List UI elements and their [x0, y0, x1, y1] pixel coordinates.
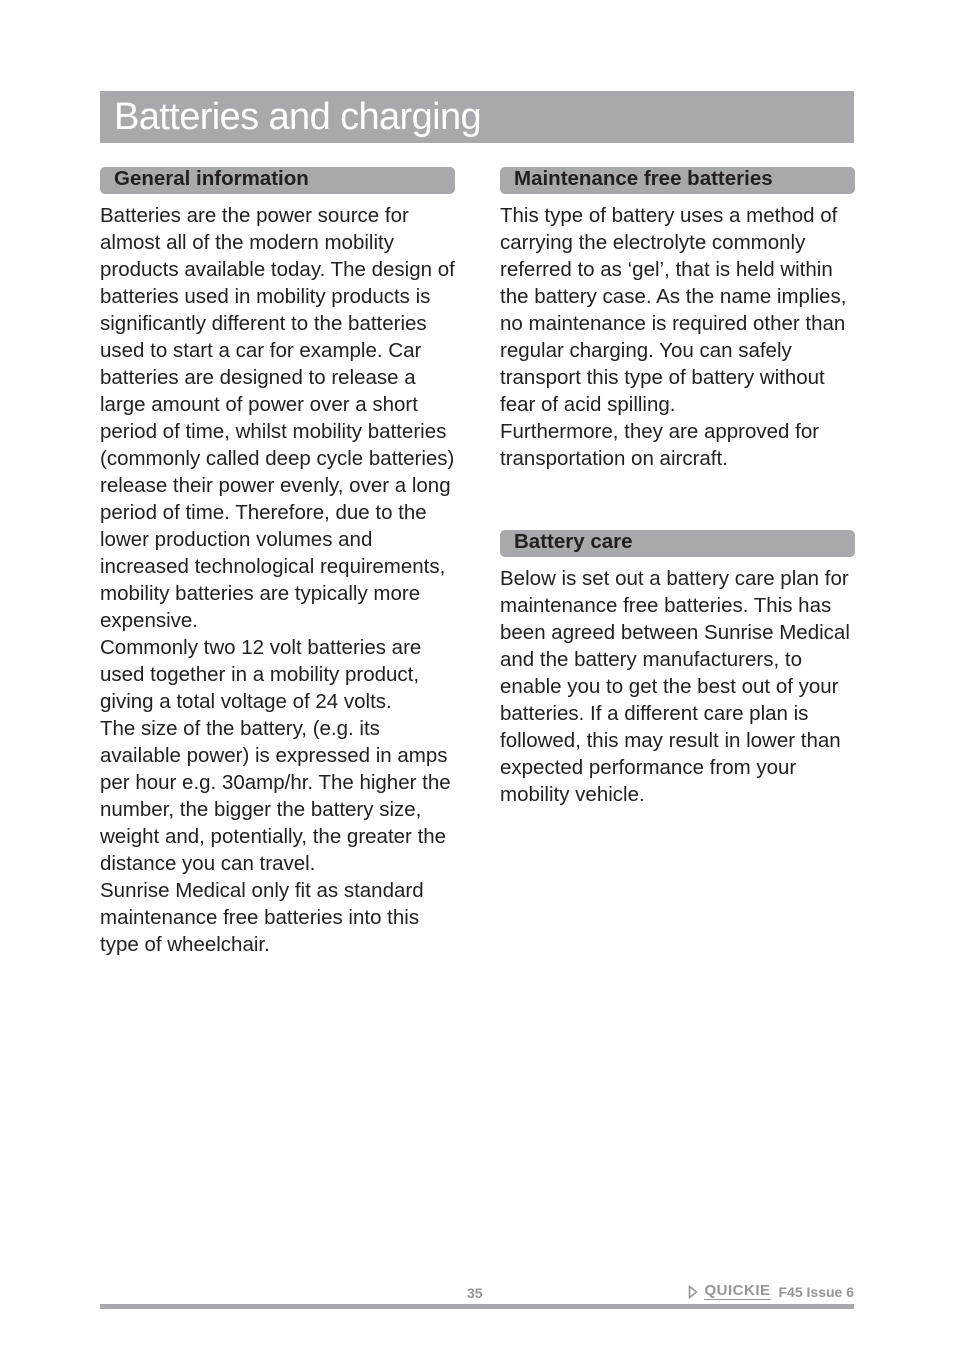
section-body-battery-care [500, 565, 855, 808]
paragraph: Batteries are the power source for almost all of the modern mobility products available today. The design of batteries used in mobility products is significantly different to the batteries used to start a car for example. Car batteries are designed to release a large amount of power over a short period of time, whilst mobility batteries (commonly called deep cycle batteries) release their power evenly, over a long period of time. Therefore, due to the lower production volumes and increased technological requirements, mobility batteries are typically more expensive. [100, 204, 455, 632]
section-heading-maintenance-free: Maintenance free batteries [500, 167, 855, 194]
paragraph: Sunrise Medical only fit as standard maintenance free batteries into this type of wheelchair. [100, 879, 424, 956]
section-body-general-information [100, 202, 455, 958]
paragraph: Below is set out a battery care plan for maintenance free batteries. This has been agreed between Sunrise Medical and the battery manufacturers, to enable you to get the best out of your batteries. If a different care plan is followed, this may result in lower than expected performance from your mobility vehicle. [500, 567, 850, 806]
section-body-maintenance-free [500, 202, 855, 472]
right-column [500, 167, 855, 808]
section-heading-battery-care: Battery care [500, 530, 855, 557]
page-number: 35 [467, 1285, 483, 1301]
left-column [100, 167, 455, 958]
footer-brand [688, 1283, 854, 1301]
paragraph: This type of battery uses a method of carrying the electrolyte commonly referred to as ‘gel’, that is held within the battery case. As the name implies, no maintenance is required other than regular charging. You can safely transport this type of battery without fear of acid spilling. [500, 204, 847, 416]
paragraph: The size of the battery, (e.g. its available power) is expressed in amps per hour e.g. 30amp/hr. The higher the number, the bigger the battery size, weight and, potentially, the greater the distance you can travel. [100, 717, 451, 875]
paragraph: Furthermore, they are approved for transportation on aircraft. [500, 420, 820, 470]
brand-logo-text: QUICKIE [704, 1282, 771, 1299]
triangle-outline-icon [688, 1285, 698, 1299]
paragraph: Commonly two 12 volt batteries are used together in a mobility product, giving a total voltage of 24 volts. [100, 636, 422, 713]
section-heading-general-information: General information [100, 167, 455, 194]
footer-divider [100, 1304, 854, 1309]
page-title: Batteries and charging [114, 96, 482, 138]
section-spacer [500, 472, 855, 530]
page-title-bar [100, 91, 854, 143]
document-issue-label: F45 Issue 6 [778, 1284, 854, 1300]
